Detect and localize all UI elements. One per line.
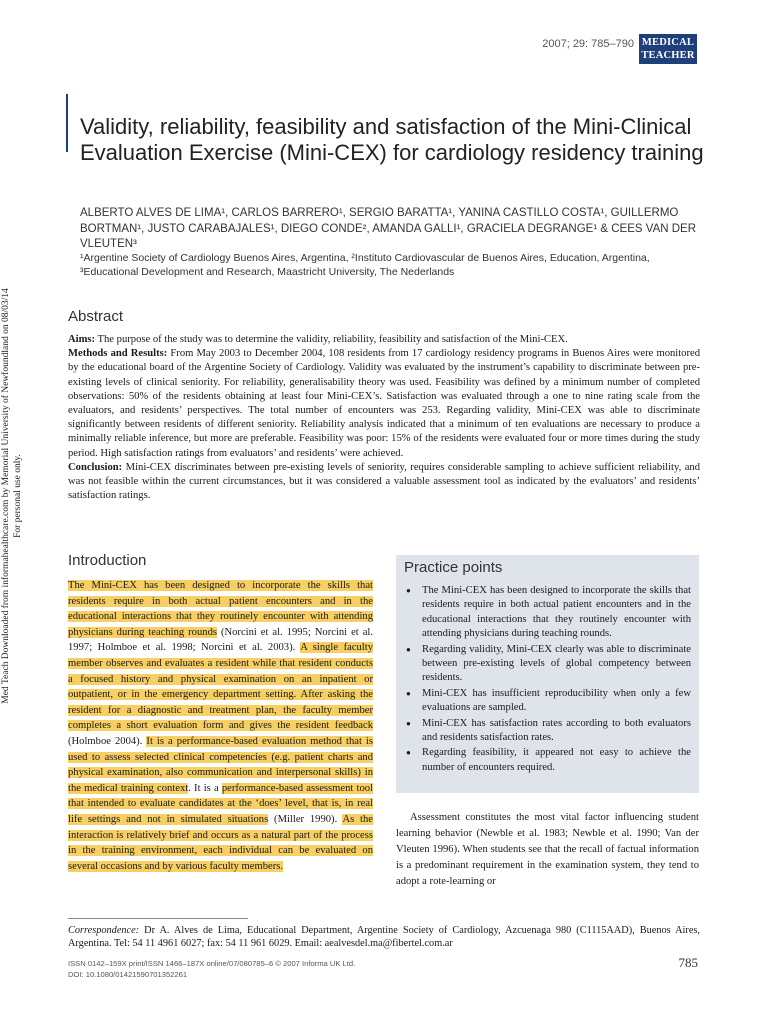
aims-text: The purpose of the study was to determine the validity, reliability, feasibility and satisfaction of the Mini-CEX. [95, 334, 568, 345]
highlight-4: performance-based assessment tool that intended to evaluate candidates at the ‘does’ level, that is, in real life settings and not in simulated situations [68, 782, 373, 825]
intro-text: . It is a [188, 782, 222, 794]
highlight-1: The Mini-CEX has been designed to incorporate the skills that residents require in both actual patient encounters and in the educational interactions that they routinely encounter with attending physicians during teaching rounds [68, 580, 373, 638]
citation-1: (Norcini et al. 1995; Norcini et al. 1997; Holmboe et al. 1998; Norcini et al. 2003). [68, 626, 373, 654]
conclusion-text: Mini-CEX discriminates between pre-existing levels of seniority, requires considerable sampling to achieve sufficient reliability, and was not feasible within the current circumstances, but it was considered a valuable assessment tool as indicated by the evaluators’ and residents’ satisfaction ratings. [68, 461, 700, 502]
assessment-paragraph: Assessment constitutes the most vital factor influencing student learning behavior (Newble et al. 1983; Newble et al. 1990; Van der Vleuten 1996). When students see that the recall of factual information is a predominant requirement in the examination system, they tend to adopt a rote-learning or [396, 812, 699, 887]
footer-divider [68, 918, 248, 919]
practice-point: ● Mini-CEX has insufficient reproducibility when only a few evaluations are sampled. [402, 687, 691, 716]
watermark-line-1: Med Teach Downloaded from informahealthcare.com by Memorial University of Newfoundland on 08/03/14 [1, 288, 11, 704]
journal-logo [639, 34, 697, 64]
practice-points-box [396, 555, 699, 793]
introduction-heading: Introduction [68, 552, 147, 569]
issn-line: ISSN 0142–159X print/ISSN 1466–187X online/07/080785–6 © 2007 Informa UK Ltd. [68, 959, 356, 968]
affiliation-line-1: ¹Argentine Society of Cardiology Buenos Aires, Argentina, ²Instituto Cardiovascular de Buenos Aires, Education, Argentina, [80, 252, 650, 264]
citation-3: (Miller 1990). [268, 813, 343, 825]
highlight-2: A single faculty member observes and evaluates a resident while that resident conducts a focused history and physical examination on an inpatient or outpatient, or in the emergency department setting. After asking the resident for a diagnostic and treatment plan, the faculty member completes a short evaluation form and gives the resident feedback [68, 642, 373, 732]
abstract-heading: Abstract [68, 308, 124, 325]
practice-point: ● The Mini-CEX has been designed to incorporate the skills that residents require in both actual patient encounters and in the educational interactions that they routinely encounter with attending physicians during teaching rounds. [402, 584, 691, 642]
abstract-body [68, 333, 700, 503]
affiliations [80, 252, 720, 279]
aims-label: Aims: [68, 334, 96, 345]
doi-line: DOI: 10.1080/01421590701352261 [68, 970, 188, 979]
abstract-conclusion [68, 461, 700, 504]
author-list: ALBERTO ALVES DE LIMA¹, CARLOS BARRERO¹, SERGIO BARATTA¹, YANINA CASTILLO COSTA¹, GUILLERMO BORTMAN¹, JUSTO CARABAJALES¹, DIEGO CONDE², AMANDA GALLI¹, GRACIELA DEGRANGE¹ & CEES VAN DER VLEUTEN³ [80, 207, 697, 250]
methods-label: Methods and Results: [68, 348, 168, 360]
correspondence-text: Dr A. Alves de Lima, Educational Department, Argentine Society of Cardiology, Azcuenaga 980 (C1115AAD), Buenos Aires, Argentina. Tel: 54 11 4961 6027; fax: 54 11 961 6029. Email: aealvesdel.ma@fibertel.com.ar [68, 925, 700, 949]
issn-block [68, 958, 355, 980]
citation-2: (Holmboe 2004). [68, 735, 147, 747]
citation: 2007; 29: 785–790 [542, 38, 634, 50]
logo-line-1: MEDICAL [641, 37, 695, 48]
practice-points-heading: Practice points [404, 559, 503, 576]
download-watermark [0, 156, 24, 836]
title-accent-bar [66, 94, 68, 152]
introduction-paragraph [68, 578, 373, 874]
abstract-aims [68, 333, 700, 347]
practice-point: ● Regarding validity, Mini-CEX clearly was able to discriminate between pre-existing levels of global competency between residents. [402, 643, 691, 686]
practice-point: ● Regarding feasibility, it appeared not easy to achieve the number of encounters required. [402, 746, 691, 775]
logo-line-2: TEACHER [641, 50, 695, 61]
abstract-methods [68, 347, 700, 461]
page-number: 785 [678, 955, 698, 970]
highlight-3: It is a performance-based evaluation method that is used to assess selected clinical competencies (e.g. patient charts and physical examination, also communication and interpersonal skills) in the medical training context [68, 735, 373, 794]
correspondence [68, 924, 700, 950]
practice-point: ● Mini-CEX has satisfaction rates according to both evaluators and residents satisfaction rates. [402, 717, 691, 746]
highlight-5: As the interaction is relatively brief and occurs as a natural part of the process in the training environment, each individual can be evaluated on several occasions and by various faculty members. [68, 813, 373, 872]
article-title: Validity, reliability, feasibility and satisfaction of the Mini-Clinical Evaluation Exercise (Mini-CEX) for cardiology residency training [80, 114, 704, 165]
watermark-line-2: For personal use only. [13, 454, 23, 538]
methods-text: From May 2003 to December 2004, 108 residents from 17 cardiology residency programs in Buenos Aires were monitored by the educational board of the Argentine Society of Cardiology. Validity was evaluated by the instrument’s capability to discriminate between pre-existing levels of clinical seniority. For reliability, generalisability theory was used. Feasibility was defined by a minimum number of completed observations: 50% of the residents obtaining at least four Mini-CEX’s. Satisfaction was evaluated through a one to nine rating scale from the evaluators, and residents’ perspectives. The total number of encounters was 253. Regarding validity, Mini-CEX was able to discriminate significantly between residents of different seniority. Reliability analysis indicated that a minimum of ten evaluations are necessary to produce a minimally reliable inference, but more are preferable. Feasibility was poor: 15% of the residents were evaluated four or more times during the study period. High satisfaction ratings from evaluators’ and residents’ were achieved. [68, 348, 700, 459]
affiliation-line-2: ³Educational Development and Research, Maastricht University, The Nederlands [80, 265, 455, 278]
correspondence-label: Correspondence: [68, 925, 140, 936]
conclusion-label: Conclusion: [68, 461, 123, 473]
practice-points-list [402, 584, 691, 775]
